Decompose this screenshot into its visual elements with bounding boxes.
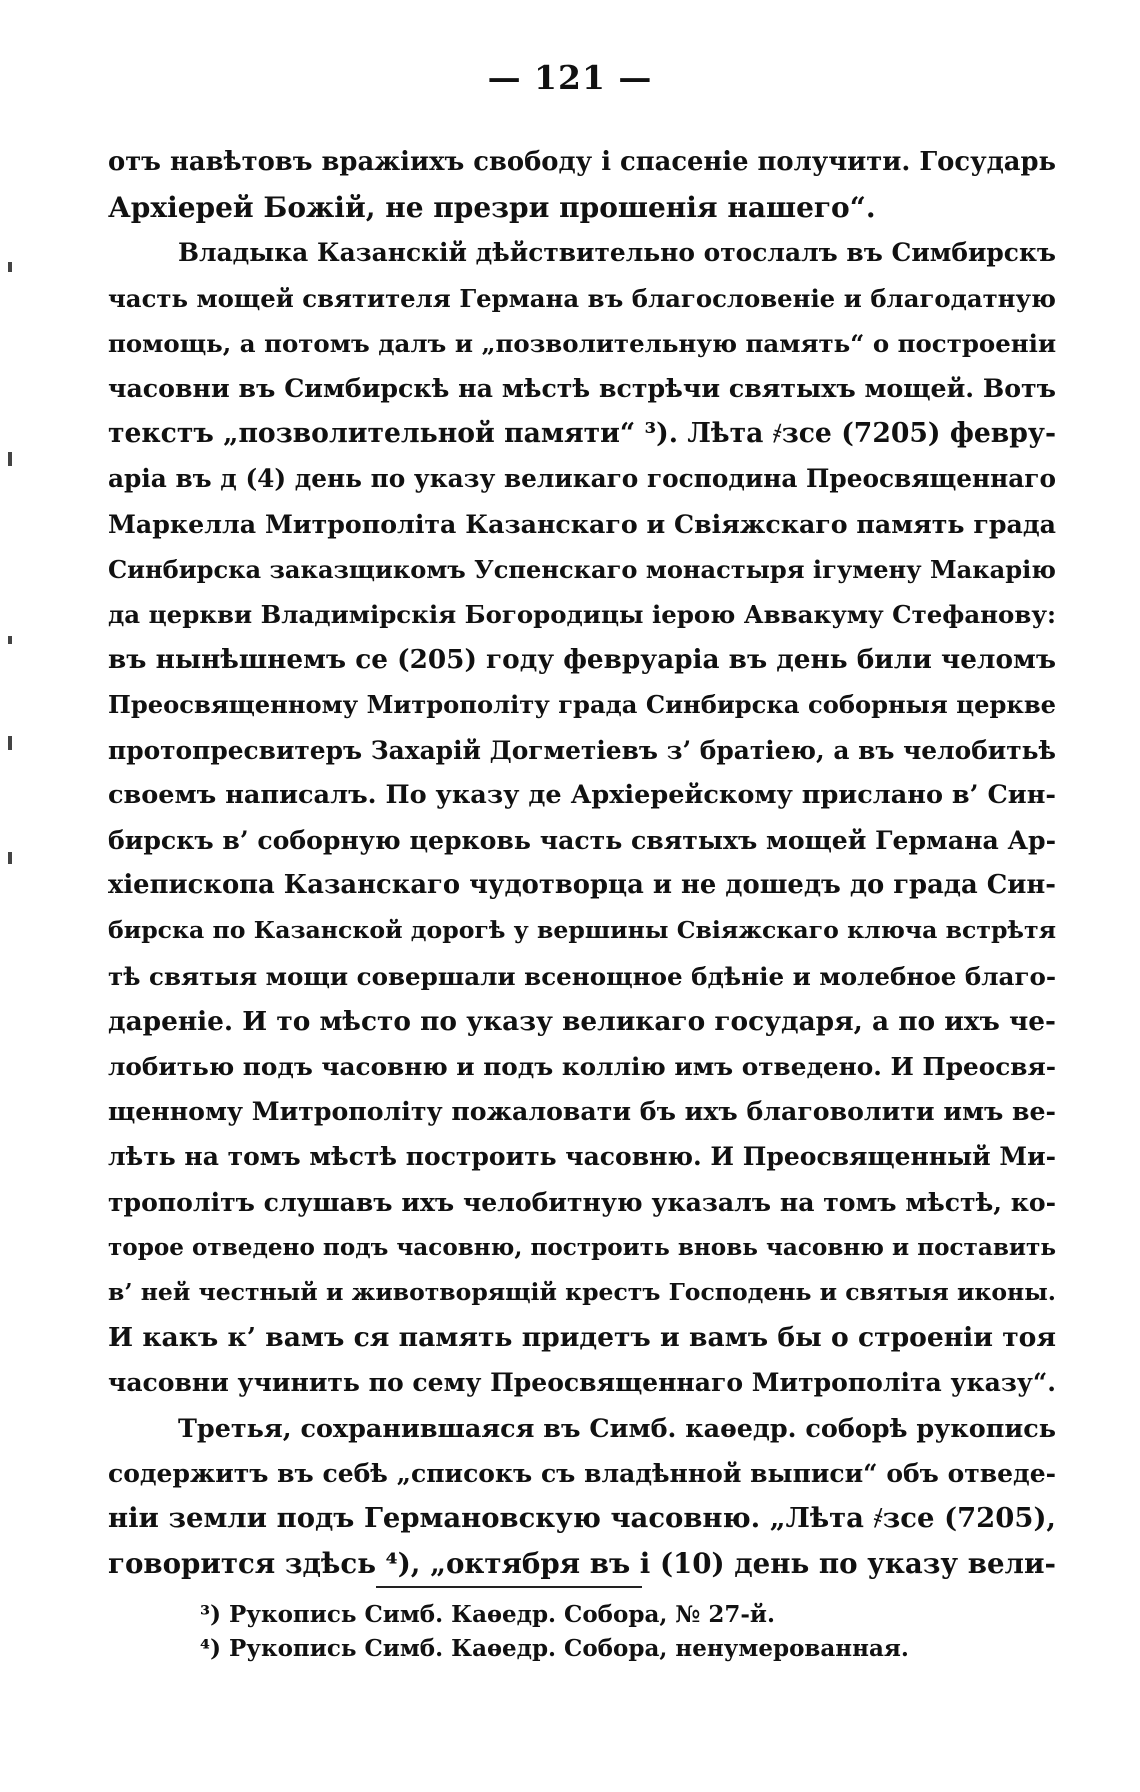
text-line: Владыка Казанскій дѣйствительно отослалъ въ Симбирскъ [178, 238, 1056, 268]
text-line: Третья, сохранившаяся въ Симб. каѳедр. соборѣ рукопись [178, 1412, 1056, 1443]
text-line: в’ ней честный и животворящій крестъ Господень и святыя иконы. [108, 1278, 1056, 1307]
text-line: щенному Митрополіту пожаловати бъ ихъ благоволити имъ ве- [108, 1096, 1056, 1127]
text-line: отъ навѣтовъ вражіихъ свободу і спасеніе получити. Государь [108, 147, 1056, 177]
footnote-divider [376, 1586, 642, 1588]
text-line: дареніе. И то мѣсто по указу великаго государя, а по ихъ че- [108, 1005, 1056, 1037]
footnote-4: ⁴) Рукопись Симб. Каѳедр. Собора, ненумерованная. [200, 1635, 909, 1662]
text-line: часовни учинить по сему Преосвященнаго Митрополіта указу“. [108, 1367, 1056, 1398]
text-line: бирска по Казанской дорогѣ у вершины Свіяжскаго ключа встрѣтя [108, 916, 1056, 945]
text-line: тѣ святыя мощи совершали всенощное бдѣніе и молебное благо- [108, 961, 1056, 991]
text-line: протопресвитеръ Захарій Догметіевъ з’ братіею, а въ челобитьѣ [108, 735, 1056, 765]
scan-edge-mark [8, 452, 12, 466]
text-line: лобитью подъ часовню и подъ коллію имъ отведено. И Преосвя- [108, 1052, 1056, 1082]
text-line: ніи земли подъ Германовскую часовню. „Лѣта ҂зсе (7205), [108, 1502, 1056, 1535]
text-line: текстъ „позволительной памяти“ ³). Лѣта ҂зсе (7205) февру- [108, 418, 1056, 450]
text-line: своемъ написалъ. По указу де Архіерейскому прислано в’ Син- [108, 779, 1056, 810]
paragraph-1 [108, 140, 1056, 230]
paragraph-2 [108, 230, 1056, 1405]
text-line: да церкви Владимірскія Богородицы іерою Аввакуму Стефанову: [108, 600, 1056, 630]
text-line: Архіерей Божій, не презри прошенія нашего“. [108, 191, 876, 225]
text-line: лѣть на томъ мѣстѣ построить часовню. И Преосвященный Ми- [108, 1142, 1056, 1172]
text-line: аріа въ д (4) день по указу великаго господина Преосвященнаго [108, 464, 1056, 494]
page-number: — 121 — [487, 58, 653, 97]
text-line: бирскъ в’ соборную церковь часть святыхъ мощей Германа Ар- [108, 825, 1056, 856]
scan-edge-mark [8, 852, 12, 864]
text-line: въ нынѣшнемъ се (205) году февруаріа въ день били челомъ [108, 644, 1056, 676]
text-line: часть мощей святителя Германа въ благословеніе и благодатную [108, 283, 1056, 313]
text-line: И какъ к’ вамъ ся память придетъ и вамъ бы о строеніи тоя [108, 1322, 1056, 1354]
text-line: Маркелла Митрополіта Казанскаго и Свіяжскаго память града [108, 508, 1056, 539]
footnote-3: ³) Рукопись Симб. Каѳедр. Собора, № 27-й. [200, 1601, 775, 1628]
text-line: помощь, а потомъ далъ и „позволительную память“ о построеніи [108, 328, 1056, 358]
scan-edge-mark [8, 262, 12, 272]
text-line: хіепископа Казанскаго чудотворца и не дошедъ до града Син- [108, 870, 1056, 901]
footnotes [200, 1598, 1020, 1666]
text-line: содержитъ въ себѣ „списокъ съ владѣнной выписи“ объ отведе- [108, 1458, 1056, 1488]
text-line: трополітъ слушавъ ихъ челобитную указалъ на томъ мѣстѣ, ко- [108, 1186, 1056, 1217]
text-line: торое отведено подъ часовню, построить вновь часовню и поставить [108, 1233, 1056, 1261]
text-line: Синбирска заказщикомъ Успенскаго монастыря ігумену Макарію [108, 554, 1056, 584]
scan-edge-mark [8, 636, 12, 644]
text-line: часовни въ Симбирскѣ на мѣстѣ встрѣчи святыхъ мощей. Вотъ [108, 373, 1056, 404]
text-line: Преосвященному Митрополіту града Синбирска соборныя церкве [108, 690, 1056, 720]
scan-edge-mark [8, 736, 12, 750]
body-text [108, 140, 1056, 1587]
text-line: говорится здѣсь ⁴), „октября въ і (10) день по указу вели- [108, 1547, 1056, 1581]
paragraph-3 [108, 1406, 1056, 1587]
